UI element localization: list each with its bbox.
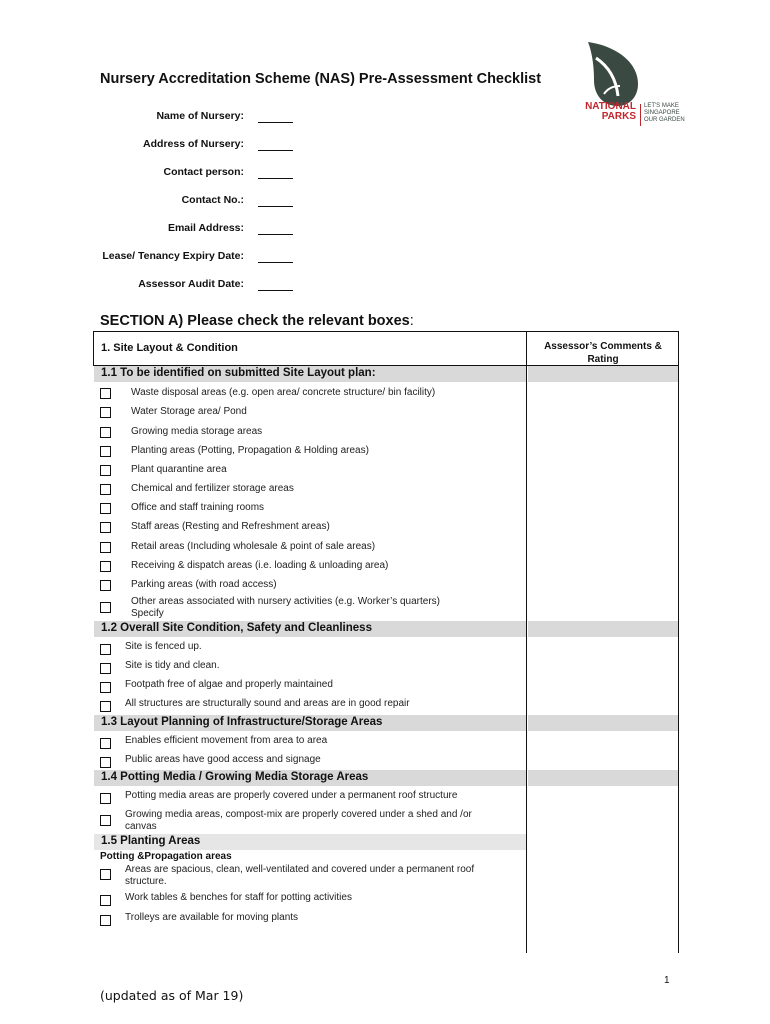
logo-tagline-line3: OUR GARDEN (644, 117, 685, 123)
checklist-item (93, 696, 523, 714)
group-band-1-3-comments (528, 715, 678, 731)
checklist-item-label: Staff areas (Resting and Refreshment areas) (131, 521, 330, 532)
logo-tagline-line1: LET'S MAKE (644, 103, 679, 109)
checklist-item-label: Footpath free of algae and properly maintained (125, 679, 333, 690)
field-label-lease-expiry: Lease/ Tenancy Expiry Date: (102, 250, 244, 262)
checklist-item-label: Planting areas (Potting, Propagation & Holding areas) (131, 445, 369, 456)
checklist-item-label: Public areas have good access and signage (125, 754, 321, 765)
checkbox[interactable] (100, 542, 111, 553)
field-label-email: Email Address: (167, 222, 244, 234)
field-line-contact-no[interactable] (258, 206, 293, 207)
checkbox[interactable] (100, 465, 111, 476)
checklist-item-label: Areas are spacious, clean, well-ventilated and covered under a permanent roof structure. (125, 864, 475, 887)
checklist-item-label: Potting media areas are properly covered under a permanent roof structure (125, 790, 458, 801)
field-line-audit-date[interactable] (258, 290, 293, 291)
checkbox[interactable] (100, 484, 111, 495)
field-line-nursery-address[interactable] (258, 150, 293, 151)
checklist-item-label: Other areas associated with nursery activities (e.g. Worker’s quarters) Specify (131, 596, 441, 619)
checklist-item (93, 890, 523, 908)
checklist-item-label: Water Storage area/ Pond (131, 406, 247, 417)
checklist-item-label: Waste disposal areas (e.g. open area/ concrete structure/ bin facility) (131, 387, 436, 398)
checkbox[interactable] (100, 503, 111, 514)
section-a-heading-text: SECTION A) Please check the relevant boxes (100, 313, 410, 329)
checklist-item (93, 557, 523, 575)
group-title-1-3: 1.3 Layout Planning of Infrastructure/Storage Areas (101, 716, 383, 728)
checklist-item (93, 639, 523, 657)
checklist-item-label: Work tables & benches for staff for potting activities (125, 892, 352, 903)
table-header-assessor-comments: Assessor’s Comments & Rating (544, 341, 662, 365)
group-band-1-1 (94, 366, 526, 382)
checklist-item (93, 538, 523, 556)
group-band-1-5 (94, 834, 526, 850)
checklist-item-label: Growing media storage areas (131, 426, 263, 437)
checkbox[interactable] (100, 663, 111, 674)
checklist-item (93, 384, 523, 402)
logo-tagline-line2: SINGAPORE (644, 110, 680, 116)
checklist-item (93, 863, 523, 891)
checkbox[interactable] (100, 388, 111, 399)
document-title: Nursery Accreditation Scheme (NAS) Pre-Assessment Checklist (100, 71, 542, 87)
checkbox[interactable] (100, 701, 111, 712)
checkbox[interactable] (100, 602, 111, 613)
checklist-item (93, 480, 523, 498)
table-right-border (678, 331, 679, 953)
checklist-item (93, 677, 523, 695)
checklist-item (93, 442, 523, 460)
checklist-item-label: Parking areas (with road access) (131, 579, 277, 590)
checklist-item-label: Trolleys are available for moving plants (125, 912, 299, 923)
checklist-item-label: Growing media areas, compost-mix are properly covered under a shed and /or canvas (125, 809, 472, 832)
field-line-contact-person[interactable] (258, 178, 293, 179)
checkbox[interactable] (100, 815, 111, 826)
checkbox[interactable] (100, 869, 111, 880)
checklist-item (93, 461, 523, 479)
checklist-item (93, 403, 523, 421)
field-line-nursery-name[interactable] (258, 122, 293, 123)
checklist-item-label: Plant quarantine area (131, 464, 227, 475)
page-number: 1 (664, 975, 670, 986)
checklist-item (93, 910, 523, 928)
checkbox[interactable] (100, 580, 111, 591)
section-a-heading-colon: : (409, 313, 414, 329)
checklist-item-label: Enables efficient movement from area to area (125, 735, 328, 746)
checklist-item (93, 423, 523, 441)
checklist-item (93, 752, 523, 770)
group-title-1-2: 1.2 Overall Site Condition, Safety and Cleanliness (101, 622, 372, 634)
field-label-audit-date: Assessor Audit Date: (138, 278, 244, 290)
group-band-1-2-comments (528, 621, 678, 637)
table-column-divider (526, 331, 527, 953)
checkbox[interactable] (100, 738, 111, 749)
group-band-1-4-comments (528, 770, 678, 786)
group-title-1-1: 1.1 To be identified on submitted Site Layout plan: (101, 367, 376, 379)
field-line-lease-expiry[interactable] (258, 262, 293, 263)
field-line-email[interactable] (258, 234, 293, 235)
checkbox[interactable] (100, 644, 111, 655)
checklist-item (93, 595, 523, 621)
table-top-border (93, 331, 679, 332)
checkbox[interactable] (100, 895, 111, 906)
checkbox[interactable] (100, 446, 111, 457)
group-band-1-2 (94, 621, 526, 637)
checkbox[interactable] (100, 427, 111, 438)
checkbox[interactable] (100, 915, 111, 926)
checklist-table (93, 331, 679, 953)
table-header-site-layout: 1. Site Layout & Condition (101, 342, 238, 354)
checklist-item (93, 658, 523, 676)
checklist-item-label: Site is fenced up. (125, 641, 202, 652)
group-title-1-4: 1.4 Potting Media / Growing Media Storage Areas (101, 771, 369, 783)
checklist-item-label: Site is tidy and clean. (125, 660, 220, 671)
checkbox[interactable] (100, 522, 111, 533)
field-label-contact-person: Contact person: (163, 166, 244, 178)
checklist-item-label: Chemical and fertilizer storage areas (131, 483, 294, 494)
checkbox[interactable] (100, 407, 111, 418)
field-label-nursery-address: Address of Nursery: (143, 138, 244, 150)
group-band-1-3 (94, 715, 526, 731)
checkbox[interactable] (100, 561, 111, 572)
field-label-contact-no: Contact No.: (181, 194, 244, 206)
checklist-item (93, 576, 523, 594)
group-band-1-4 (94, 770, 526, 786)
checkbox[interactable] (100, 793, 111, 804)
group-subheading-potting-propagation: Potting &Propagation areas (100, 851, 232, 862)
checklist-item-label: Office and staff training rooms (131, 502, 265, 513)
logo-text-parks: PARKS (601, 111, 636, 122)
group-title-1-5: 1.5 Planting Areas (101, 835, 201, 847)
checklist-item (93, 788, 523, 806)
logo-text-national: NATIONAL (585, 101, 636, 112)
checklist-item (93, 807, 523, 834)
table-left-border (93, 331, 94, 365)
checklist-item (93, 499, 523, 517)
checklist-item (93, 733, 523, 751)
checklist-item-label: All structures are structurally sound and areas are in good repair (125, 698, 410, 709)
field-label-nursery-name: Name of Nursery: (156, 110, 244, 122)
checkbox[interactable] (100, 682, 111, 693)
checklist-item-label: Receiving & dispatch areas (i.e. loading & unloading area) (131, 560, 389, 571)
national-parks-logo (578, 40, 698, 130)
group-band-1-1-comments (528, 366, 678, 382)
section-a-heading (100, 313, 414, 329)
footer-updated-date: (updated as of Mar 19) (100, 988, 244, 1003)
checkbox[interactable] (100, 757, 111, 768)
checklist-item-label: Retail areas (Including wholesale & point of sale areas) (131, 541, 376, 552)
checklist-item (93, 518, 523, 536)
